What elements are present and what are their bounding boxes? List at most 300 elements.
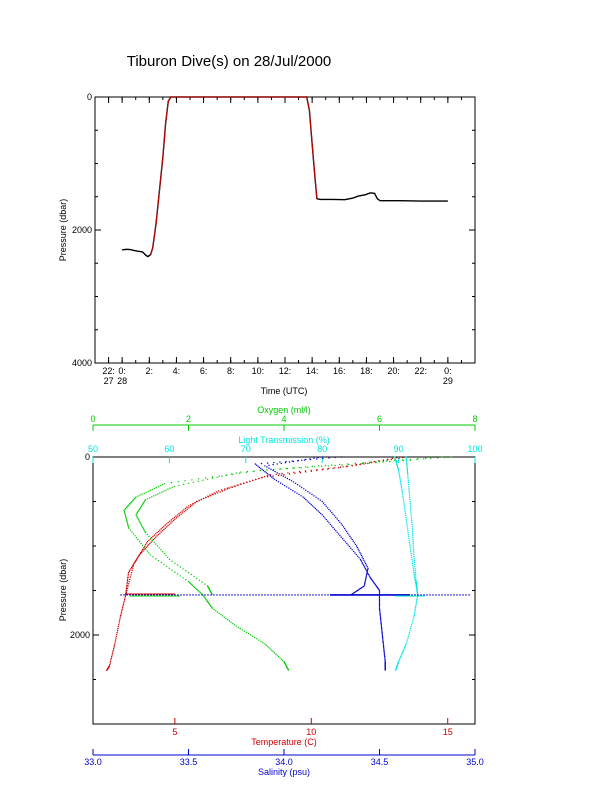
- temperature-point: [246, 482, 247, 483]
- oxygen-point: [146, 492, 147, 493]
- temperature-point: [182, 512, 183, 513]
- salinity-point: [317, 457, 318, 458]
- oxygen-point: [128, 526, 129, 527]
- temperature-point: [243, 483, 244, 484]
- oxygen-point: [191, 479, 192, 480]
- salinity-point: [270, 469, 271, 470]
- transmission-point: [406, 643, 407, 644]
- oxygen-point: [136, 537, 137, 538]
- transmission-point: [404, 646, 405, 647]
- temperature-point: [230, 486, 231, 487]
- temperature-point: [155, 536, 156, 537]
- oxygen-point: [174, 486, 175, 487]
- oxygen-point: [450, 456, 451, 457]
- salinity-point: [256, 465, 257, 466]
- temperature-point: [203, 498, 204, 499]
- oxygen-point: [124, 511, 125, 512]
- temperature-point: [136, 558, 137, 559]
- transmission-tick-label: 90: [393, 444, 404, 454]
- oxygen-point: [348, 464, 349, 465]
- oxygen-point: [196, 589, 197, 590]
- salinity-point: [320, 499, 321, 500]
- salinity-point: [365, 578, 366, 579]
- salinity-point: [380, 615, 381, 616]
- salinity-point: [382, 638, 383, 639]
- transmission-point: [415, 577, 416, 578]
- temperature-point: [145, 544, 146, 545]
- transmission-point: [402, 652, 403, 653]
- temperature-point: [191, 505, 192, 506]
- salinity-point: [311, 504, 312, 505]
- transmission-point: [404, 511, 405, 512]
- temperature-point: [148, 540, 149, 541]
- oxygen-point: [154, 488, 155, 489]
- salinity-point: [307, 491, 308, 492]
- oxygen-series: [135, 456, 442, 595]
- salinity-point: [383, 651, 384, 652]
- temperature-point: [165, 524, 166, 525]
- salinity-point: [286, 486, 287, 487]
- temperature-point: [123, 604, 124, 605]
- temperature-point: [167, 525, 168, 526]
- transmission-point: [413, 556, 414, 557]
- oxygen-point: [219, 613, 220, 614]
- salinity-point: [277, 463, 278, 464]
- salinity-point: [379, 610, 380, 611]
- temperature-point: [211, 493, 212, 494]
- salinity-point: [348, 534, 349, 535]
- transmission-point: [409, 491, 410, 492]
- temperature-point: [165, 528, 166, 529]
- transmission-point: [413, 549, 414, 550]
- temperature-point: [158, 531, 159, 532]
- salinity-point: [379, 590, 380, 591]
- transmission-point: [407, 532, 408, 533]
- salinity-point: [304, 459, 305, 460]
- oxygen-point: [140, 543, 141, 544]
- salinity-tick-label: 34.0: [275, 757, 293, 767]
- transmission-point: [414, 566, 415, 567]
- temperature-point: [156, 532, 157, 533]
- oxygen-point: [299, 467, 300, 468]
- oxygen-point: [417, 458, 418, 459]
- transmission-point: [407, 526, 408, 527]
- temperature-point: [166, 523, 167, 524]
- temperature-point: [209, 494, 210, 495]
- temperature-point: [240, 483, 241, 484]
- temperature-point: [224, 489, 225, 490]
- salinity-point: [356, 554, 357, 555]
- temperature-point: [233, 485, 234, 486]
- oxygen-point: [139, 522, 140, 523]
- temperature-point: [120, 613, 121, 614]
- oxygen-point: [180, 575, 181, 576]
- oxygen-point: [141, 524, 142, 525]
- transmission-point: [398, 471, 399, 472]
- oxygen-point: [149, 497, 150, 498]
- temperature-point: [127, 585, 128, 586]
- oxygen-point: [258, 639, 259, 640]
- temperature-tick-label: 10: [306, 727, 317, 737]
- temperature-point: [122, 605, 123, 606]
- oxygen-point: [279, 468, 280, 469]
- temperature-point: [115, 638, 116, 639]
- salinity-point: [292, 490, 293, 491]
- oxygen-point: [137, 518, 138, 519]
- salinity-point: [261, 463, 262, 464]
- transmission-point: [406, 465, 407, 466]
- salinity-point: [369, 575, 370, 576]
- temperature-point: [110, 659, 111, 660]
- salinity-point: [379, 611, 380, 612]
- salinity-axis-label: Salinity (psu): [257, 767, 311, 777]
- temperature-point: [199, 500, 200, 501]
- salinity-point: [380, 623, 381, 624]
- salinity-point: [384, 657, 385, 658]
- temperature-point: [342, 466, 343, 467]
- salinity-point: [382, 639, 383, 640]
- temperature-point: [237, 484, 238, 485]
- transmission-point: [407, 476, 408, 477]
- temperature-point: [316, 470, 317, 471]
- oxygen-point: [148, 552, 149, 553]
- salinity-series: [264, 456, 369, 595]
- oxygen-point: [321, 466, 322, 467]
- transmission-point: [412, 564, 413, 565]
- salinity-point: [301, 487, 302, 488]
- salinity-point: [335, 517, 336, 518]
- oxygen-point: [123, 510, 124, 511]
- temperature-point: [188, 505, 189, 506]
- salinity-point: [364, 566, 365, 567]
- salinity-point: [334, 515, 335, 516]
- transmission-point: [404, 507, 405, 508]
- salinity-point: [259, 467, 260, 468]
- temperature-point: [114, 643, 115, 644]
- salinity-point: [305, 490, 306, 491]
- salinity-point: [332, 514, 333, 515]
- transmission-point: [401, 489, 402, 490]
- oxygen-point: [178, 481, 179, 482]
- salinity-point: [380, 619, 381, 620]
- transmission-point: [399, 659, 400, 660]
- oxygen-point: [217, 611, 218, 612]
- salinity-point: [309, 458, 310, 459]
- transmission-point: [407, 468, 408, 469]
- oxygen-point: [201, 593, 202, 594]
- transmission-point: [416, 601, 417, 602]
- transmission-point: [410, 549, 411, 550]
- oxygen-point: [185, 579, 186, 580]
- temperature-point: [276, 474, 277, 475]
- salinity-point: [297, 484, 298, 485]
- oxygen-point: [382, 461, 383, 462]
- temperature-point: [113, 650, 114, 651]
- oxygen-point: [164, 483, 165, 484]
- temperature-point: [281, 473, 282, 474]
- salinity-point: [294, 491, 295, 492]
- transmission-point: [408, 536, 409, 537]
- oxygen-point: [230, 622, 231, 623]
- salinity-point: [266, 472, 267, 473]
- temperature-point: [147, 545, 148, 546]
- oxygen-point: [171, 561, 172, 562]
- oxygen-point: [253, 470, 254, 471]
- oxygen-point: [167, 557, 168, 558]
- temperature-point: [141, 550, 142, 551]
- oxygen-point: [282, 660, 283, 661]
- salinity-point: [364, 583, 365, 584]
- temperature-point: [227, 487, 228, 488]
- transmission-point: [412, 566, 413, 567]
- oxygen-point: [174, 571, 175, 572]
- salinity-point: [366, 573, 367, 574]
- temperature-point: [168, 522, 169, 523]
- salinity-point: [379, 596, 380, 597]
- transmission-series: [394, 456, 418, 670]
- salinity-point: [357, 547, 358, 548]
- oxygen-point: [272, 651, 273, 652]
- salinity-point: [320, 513, 321, 514]
- salinity-point: [332, 527, 333, 528]
- temperature-point: [224, 488, 225, 489]
- transmission-tick-label: 80: [317, 444, 328, 454]
- oxygen-point: [389, 461, 390, 462]
- temperature-point: [300, 472, 301, 473]
- temperature-point: [122, 609, 123, 610]
- salinity-point: [341, 536, 342, 537]
- transmission-point: [400, 479, 401, 480]
- chart-title: Tiburon Dive(s) on 28/Jul/2000: [126, 53, 332, 70]
- oxygen-point: [294, 467, 295, 468]
- temperature-point: [183, 509, 184, 510]
- transmission-point: [403, 498, 404, 499]
- oxygen-point: [375, 462, 376, 463]
- temperature-point: [219, 491, 220, 492]
- oxygen-point: [225, 618, 226, 619]
- temperature-point: [140, 552, 141, 553]
- temperature-point: [262, 477, 263, 478]
- oxygen-point: [286, 468, 287, 469]
- salinity-point: [360, 559, 361, 560]
- temperature-point: [127, 588, 128, 589]
- salinity-point: [366, 564, 367, 565]
- transmission-point: [404, 505, 405, 506]
- salinity-point: [315, 508, 316, 509]
- temperature-point: [116, 636, 117, 637]
- salinity-point: [268, 465, 269, 466]
- salinity-point: [281, 463, 282, 464]
- salinity-point: [364, 584, 365, 585]
- transmission-point: [402, 496, 403, 497]
- x-tick-label: 4:: [172, 366, 181, 376]
- oxygen-point: [247, 471, 248, 472]
- salinity-point: [311, 494, 312, 495]
- temperature-point: [387, 459, 388, 460]
- oxygen-point: [267, 646, 268, 647]
- oxygen-point: [152, 489, 153, 490]
- salinity-point: [290, 489, 291, 490]
- oxygen-point: [226, 475, 227, 476]
- temperature-point: [182, 510, 183, 511]
- salinity-point: [334, 529, 335, 530]
- oxygen-point: [423, 458, 424, 459]
- transmission-point: [408, 534, 409, 535]
- transmission-point: [406, 467, 407, 468]
- transmission-tick-label: 100: [467, 444, 483, 454]
- transmission-point: [413, 554, 414, 555]
- transmission-point: [414, 560, 415, 561]
- salinity-point: [384, 659, 385, 660]
- transmission-point: [413, 550, 414, 551]
- transmission-tick-label: 50: [87, 444, 99, 454]
- temperature-point: [158, 534, 159, 535]
- oxygen-point: [240, 471, 241, 472]
- transmission-point: [417, 597, 418, 598]
- salinity-point: [327, 521, 328, 522]
- oxygen-point: [135, 514, 136, 515]
- temperature-point: [126, 585, 127, 586]
- transmission-point: [411, 522, 412, 523]
- transmission-point: [412, 622, 413, 623]
- temperature-point: [289, 473, 290, 474]
- salinity-point: [317, 510, 318, 511]
- salinity-point: [379, 591, 380, 592]
- temperature-point: [121, 610, 122, 611]
- salinity-point: [266, 466, 267, 467]
- salinity-point: [273, 462, 274, 463]
- oxygen-point: [124, 514, 125, 515]
- temperature-point: [150, 542, 151, 543]
- salinity-point: [331, 512, 332, 513]
- y-tick-label: 2000: [71, 225, 92, 235]
- oxygen-point: [139, 494, 140, 495]
- salinity-point: [344, 528, 345, 529]
- transmission-point: [405, 513, 406, 514]
- salinity-point: [322, 514, 323, 515]
- transmission-point: [409, 632, 410, 633]
- transmission-point: [401, 655, 402, 656]
- salinity-point: [365, 568, 366, 569]
- oxygen-point: [184, 480, 185, 481]
- transmission-point: [413, 572, 414, 573]
- transmission-point: [415, 571, 416, 572]
- salinity-point: [335, 530, 336, 531]
- temperature-point: [278, 475, 279, 476]
- transmission-point: [399, 476, 400, 477]
- transmission-point: [398, 473, 399, 474]
- oxygen-point: [386, 460, 387, 461]
- transmission-point: [412, 531, 413, 532]
- salinity-point: [337, 532, 338, 533]
- salinity-point: [354, 542, 355, 543]
- salinity-point: [281, 474, 282, 475]
- salinity-point: [367, 568, 368, 569]
- temperature-point: [334, 467, 335, 468]
- salinity-point: [382, 637, 383, 638]
- temperature-point: [180, 512, 181, 513]
- salinity-point: [381, 625, 382, 626]
- salinity-point: [328, 522, 329, 523]
- temperature-point: [332, 468, 333, 469]
- temperature-point: [130, 576, 131, 577]
- oxygen-point: [171, 570, 172, 571]
- transmission-point: [414, 564, 415, 565]
- transmission-point: [414, 612, 415, 613]
- temperature-point: [146, 547, 147, 548]
- salinity-point: [368, 574, 369, 575]
- temperature-point: [119, 620, 120, 621]
- salinity-point: [382, 634, 383, 635]
- transmission-point: [417, 593, 418, 594]
- transmission-point: [406, 458, 407, 459]
- salinity-point: [312, 505, 313, 506]
- salinity-point: [381, 632, 382, 633]
- x-axis-label: Time (UTC): [260, 386, 308, 396]
- temperature-point: [113, 648, 114, 649]
- temperature-point: [133, 563, 134, 564]
- salinity-point: [282, 484, 283, 485]
- oxygen-point: [161, 562, 162, 563]
- temperature-point: [118, 626, 119, 627]
- temperature-point: [272, 475, 273, 476]
- transmission-point: [406, 464, 407, 465]
- salinity-point: [366, 574, 367, 575]
- temperature-point: [270, 474, 271, 475]
- transmission-point: [411, 518, 412, 519]
- oxygen-point: [155, 494, 156, 495]
- salinity-point: [366, 575, 367, 576]
- salinity-point: [274, 479, 275, 480]
- temperature-point: [162, 530, 163, 531]
- temperature-point: [267, 476, 268, 477]
- temperature-point: [402, 457, 403, 458]
- transmission-point: [415, 573, 416, 574]
- temperature-point: [172, 518, 173, 519]
- transmission-point: [409, 543, 410, 544]
- transmission-point: [404, 647, 405, 648]
- oxygen-point: [130, 529, 131, 530]
- oxygen-tick-label: 6: [376, 414, 383, 424]
- salinity-point: [317, 498, 318, 499]
- temperature-point: [190, 506, 191, 507]
- temperature-point: [129, 570, 130, 571]
- salinity-point: [257, 466, 258, 467]
- x-tick-label: 2:: [145, 366, 154, 376]
- oxygen-point: [188, 483, 189, 484]
- temperature-point: [131, 572, 132, 573]
- oxygen-point: [260, 470, 261, 471]
- x-tick-label: 12:: [278, 366, 292, 376]
- temperature-point: [161, 528, 162, 529]
- salinity-point: [360, 553, 361, 554]
- transmission-point: [413, 552, 414, 553]
- transmission-point: [412, 561, 413, 562]
- x-tick-label: 22:: [414, 366, 427, 376]
- salinity-point: [309, 492, 310, 493]
- temperature-point: [135, 560, 136, 561]
- salinity-point: [313, 458, 314, 459]
- oxygen-point: [362, 462, 363, 463]
- y-axis-label: Pressure (dbar): [58, 198, 68, 262]
- salinity-point: [358, 550, 359, 551]
- x-tick-label-day: 29: [442, 376, 453, 386]
- salinity-point: [338, 533, 339, 534]
- oxygen-point: [150, 538, 151, 539]
- temperature-point: [137, 557, 138, 558]
- temperature-point: [184, 511, 185, 512]
- oxygen-point: [441, 456, 442, 457]
